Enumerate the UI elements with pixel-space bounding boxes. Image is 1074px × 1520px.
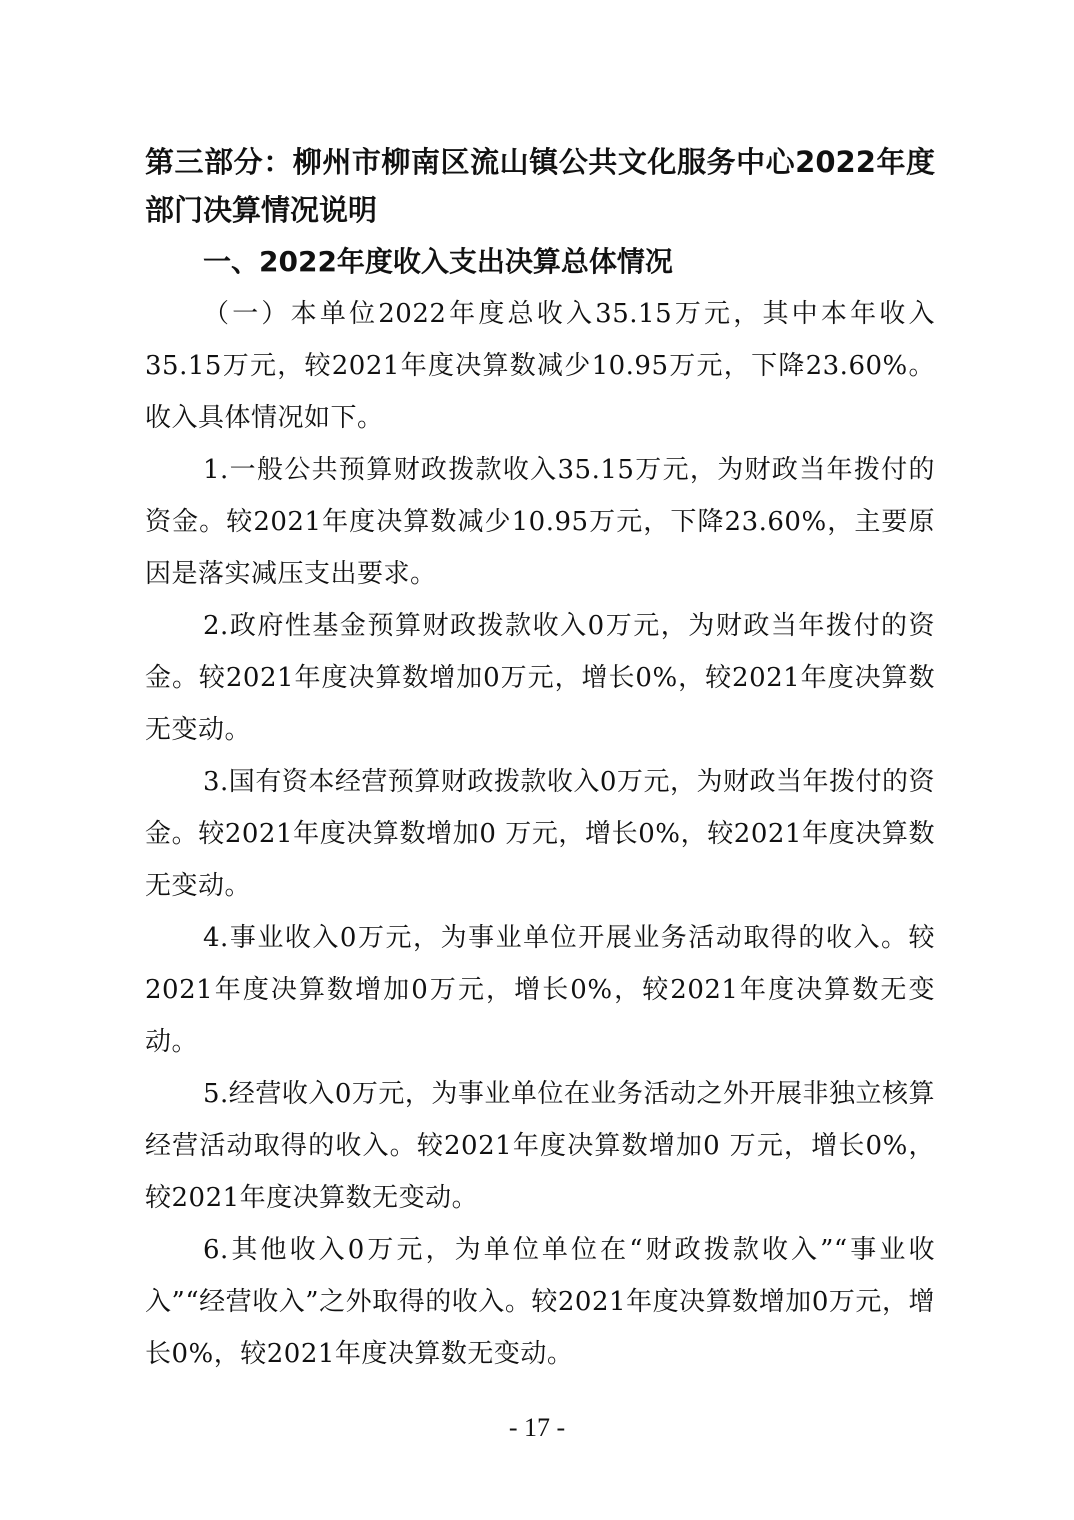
paragraph-other-income: 6.其他收入0万元，为单位单位在“财政拨款收入”“事业收入”“经营收入”之外取得的收入。较2021年度决算数增加0万元，增长0%，较2021年度决算数无变动。: [145, 1235, 935, 1369]
document-body: [145, 138, 935, 1380]
paragraph-government-fund: 2.政府性基金预算财政拨款收入0万元，为财政当年拨付的资金。较2021年度决算数增加0万元，增长0%，较2021年度决算数无变动。: [145, 611, 935, 745]
document-title: 第三部分：柳州市柳南区流山镇公共文化服务中心2022年度部门决算情况说明: [145, 145, 935, 227]
paragraph-total-income: （一）本单位2022年度总收入35.15万元，其中本年收入35.15万元，较2021年度决算数减少10.95万元，下降23.60%。收入具体情况如下。: [145, 299, 935, 433]
paragraph-general-budget: 1.一般公共预算财政拨款收入35.15万元，为财政当年拨付的资金。较2021年度决算数减少10.95万元，下降23.60%，主要原因是落实减压支出要求。: [145, 455, 935, 589]
paragraph-state-capital: 3.国有资本经营预算财政拨款收入0万元，为财政当年拨付的资金。较2021年度决算数增加0 万元，增长0%，较2021年度决算数无变动。: [145, 767, 935, 901]
paragraph-operating-income: 5.经营收入0万元，为事业单位在业务活动之外开展非独立核算经营活动取得的收入。较2021年度决算数增加0 万元，增长0%，较2021年度决算数无变动。: [145, 1079, 935, 1213]
paragraph-business-income: 4.事业收入0万元，为事业单位开展业务活动取得的收入。较2021年度决算数增加0万元，增长0%，较2021年度决算数无变动。: [145, 923, 935, 1057]
section-heading: 一、2022年度收入支出决算总体情况: [203, 245, 673, 278]
page-number: - 17 -: [508, 1413, 566, 1442]
